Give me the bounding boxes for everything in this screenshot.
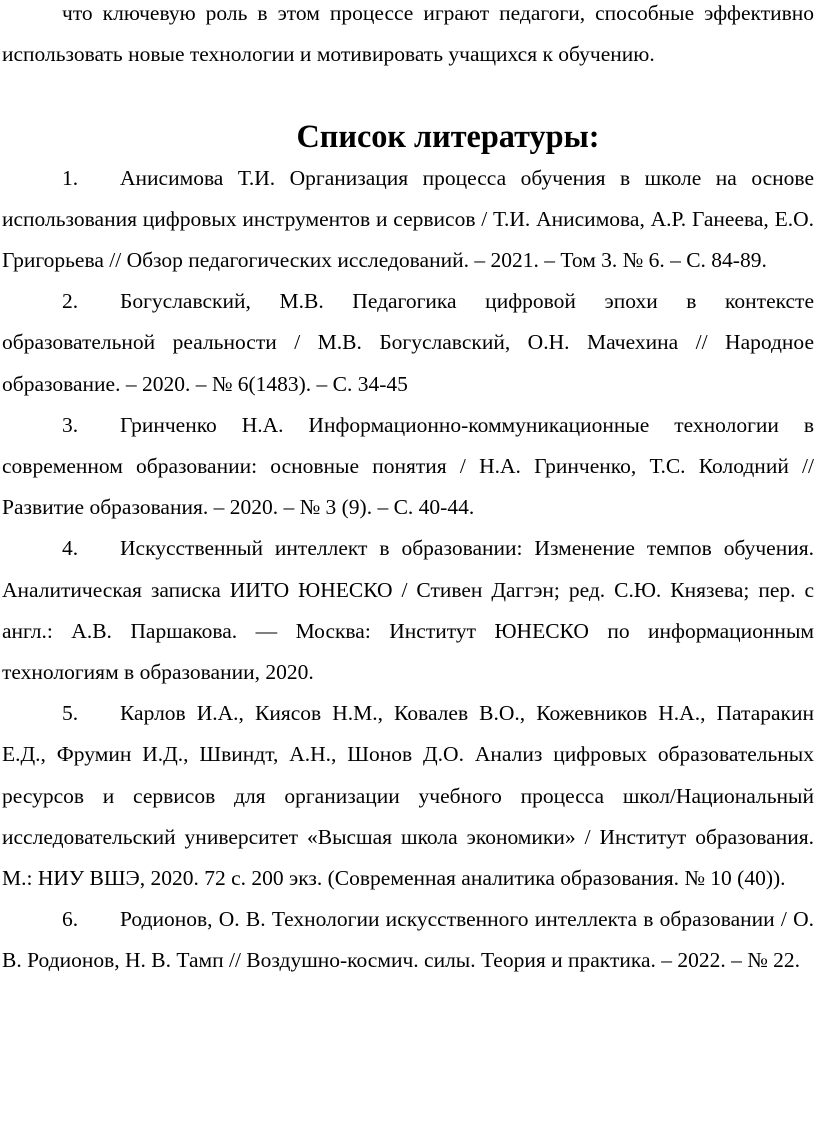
reference-item-4 [2,528,814,693]
reference-text: Гринченко Н.А. Информационно-коммуникационные технологии в современном образовании: основные понятия / Н.А. Гринченко, Т.С. Колодний // Развитие образования. – 2020. – № 3 (9). – С. 40-44. [2,412,814,520]
reference-number: 2. [62,289,79,314]
reference-item-2 [2,281,814,405]
reference-number: 1. [62,165,79,190]
reference-item-1 [2,158,814,282]
reference-item-3 [2,405,814,529]
reference-text: Богуславский, М.В. Педагогика цифровой эпохи в контексте образовательной реальности / М.В. Богуславский, О.Н. Мачехина // Народное образование. – 2020. – № 6(1483). – С. 34-45 [2,289,814,396]
reference-text: Искусственный интеллект в образовании: Изменение темпов обучения. Аналитическая записка ИИТО ЮНЕСКО / Стивен Даггэн; ред. С.Ю. Князева; пер. с англ.: А.В. Паршакова. — Москва: Институт ЮНЕСКО по информационным технологиям в образовании, 2020. [2,536,814,685]
references-heading: Список литературы: [296,118,600,155]
reference-item-5 [2,693,814,899]
reference-text: Карлов И.А., Киясов Н.М., Ковалев В.О., Кожевников Н.А., Патаракин Е.Д., Фрумин И.Д., Швиндт, А.Н., Шонов Д.О. Анализ цифровых образовательных ресурсов и сервисов для организации учебного процесса школ/Национальный исследовательский университет «Высшая школа экономики» / Институт образования. М.: НИУ ВШЭ, 2020. 72 с. 200 экз. (Современная аналитика образования. № 10 (40)). [2,701,814,891]
reference-text: Родионов, О. В. Технологии искусственного интеллекта в образовании / О. В. Родионов, Н. В. Тамп // Воздушно-космич. силы. Теория и практика. – 2022. – № 22. [2,907,814,973]
reference-number: 6. [62,907,79,932]
intro-paragraph: что ключевую роль в этом процессе играют педагоги, способные эффективно использовать новые технологии и мотивировать учащихся к обучению. [2,1,814,67]
reference-number: 5. [62,701,79,726]
reference-text: Анисимова Т.И. Организация процесса обучения в школе на основе использования цифровых инструментов и сервисов / Т.И. Анисимова, А.Р. Ганеева, Е.О. Григорьева // Обзор педагогических исследований. – 2021. – Том 3. № 6. – С. 84-89. [2,165,814,273]
reference-number: 4. [62,536,79,561]
reference-item-6 [2,899,814,981]
reference-number: 3. [62,412,79,437]
